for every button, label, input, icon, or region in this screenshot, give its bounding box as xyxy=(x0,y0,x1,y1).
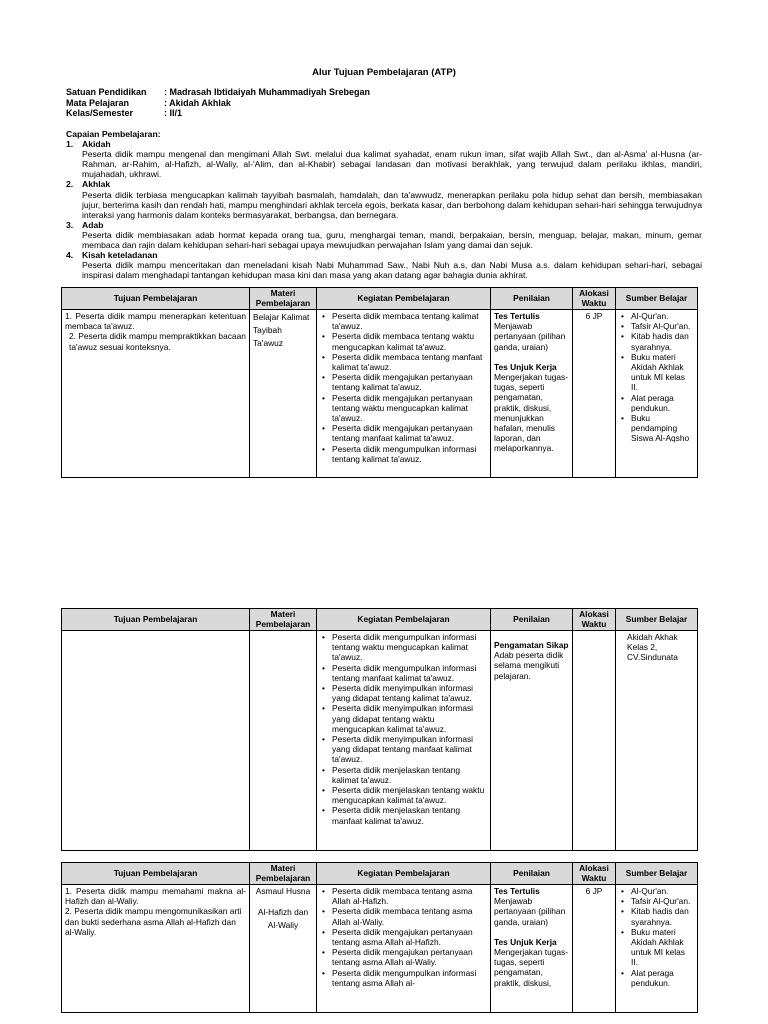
cell-alokasi: 6 JP xyxy=(573,310,616,478)
atp-table-1 xyxy=(61,287,698,478)
meta-value: : II/1 xyxy=(164,108,183,118)
kegiatan-item: • Peserta didik mengajukan pertanyaan tentang asma Allah al-Waliy. xyxy=(332,947,487,967)
cell-tujuan xyxy=(62,310,250,478)
table-row xyxy=(62,631,698,851)
header-kegiatan: Kegiatan Pembelajaran xyxy=(317,609,491,631)
kegiatan-item: • Peserta didik membaca tentang kalimat ta'awuz. xyxy=(332,311,487,331)
capaian-item-body: Peserta didik membiasakan adab hormat kepada orang tua, guru, menghargai teman, mandi, berpakaian, bersin, menguap, belajar, makan, minum, gemar membaca dan rajin dalam kehidupan sehari-hari sebagai upaya mewujudkan perwajahan Islam yang damai dan sejuk. xyxy=(82,229,702,251)
header-materi: Materi Pembelajaran xyxy=(250,863,317,885)
materi-text: Belajar Kalimat Tayibah Ta'awuz xyxy=(253,312,310,348)
kegiatan-item: • Peserta didik mengajukan pertanyaan tentang kalimat ta'awuz. xyxy=(332,372,487,392)
sumber-item: • Tafsir Al-Qur'an. xyxy=(631,321,694,331)
item-title: Akhlak xyxy=(82,179,111,190)
kegiatan-item: • Peserta didik mengumpulkan informasi tentang manfaat kalimat ta'awuz. xyxy=(332,663,487,683)
tujuan-item: 2. Peserta didik mampu mempraktikkan bacaan ta'awuz sesuai konteksnya. xyxy=(69,331,246,352)
kegiatan-item: • Peserta didik mengumpulkan informasi tentang kalimat ta'awuz. xyxy=(332,444,487,464)
kegiatan-item: • Peserta didik membaca tentang waktu mengucapkan kalimat ta'awuz. xyxy=(332,331,487,351)
assessment-title: Pengamatan Sikap xyxy=(494,640,569,650)
assessment-title: Tes Unjuk Kerja xyxy=(494,361,557,372)
capaian-item-title xyxy=(66,139,702,149)
meta-row xyxy=(66,87,370,98)
meta-value: : Madrasah Ibtidaiyah Muhammadiyah Srebegan xyxy=(164,87,371,97)
cell-alokasi xyxy=(573,631,616,851)
header-penilaian: Penilaian xyxy=(491,609,573,631)
kegiatan-item: • Peserta didik mengajukan pertanyaan tentang manfaat kalimat ta'awuz. xyxy=(332,423,487,443)
identity-block xyxy=(66,87,370,119)
kegiatan-item: • Peserta didik menjelaskan tentang manfaat kalimat ta'awuz. xyxy=(332,805,487,825)
sumber-item: • Buku materi Akidah Akhlak untuk MI kelas II. xyxy=(631,352,694,393)
cell-penilaian xyxy=(491,310,573,478)
table-row xyxy=(62,885,698,1013)
table-header-row xyxy=(62,288,698,310)
kegiatan-item: • Peserta didik mengumpulkan informasi tentang waktu mengucapkan kalimat ta'awuz. xyxy=(332,632,487,663)
meta-value: : Akidah Akhlak xyxy=(164,97,231,108)
header-penilaian: Penilaian xyxy=(491,863,573,885)
cell-kegiatan xyxy=(317,631,491,851)
capaian-item xyxy=(66,250,702,280)
header-alokasi: Alokasi Waktu xyxy=(573,863,616,885)
tujuan-item: 1. Peserta didik mampu memahami makna al-Hafizh dan al-Waliy. xyxy=(65,886,246,907)
sumber-item: • Buku pendamping Siswa Al-Aqsho xyxy=(631,413,694,444)
capaian-heading: Capaian Pembelajaran: xyxy=(66,129,161,139)
capaian-item-body: Peserta didik mampu menceritakan dan meneladani kisah Nabi Muhammad Saw., Nabi Nuh a.s, dan Nabi Musa a.s. dalam kehidupan sehari-hari, sebagai inspirasi dalam menghadapi tantangan kehidupan masa kini dan masa yang akan datang agar bahagia dunia akhirat. xyxy=(82,260,702,281)
item-number: 4. xyxy=(66,250,74,261)
capaian-item-body: Peserta didik terbiasa mengucapkan kalimah tayyibah basmalah, hamdalah, dan ta'awwudz, menerapkan perilaku pola hidup sehat dan bersih, membiasakan jujur, berterima kasih dan rendah hati, mampu menghindari akhlak tercela egois, berkata kasar, dan berbohong dalam kehidupan sehari-hari sehingga terwujudnya interaksi yang harmonis dalam konteks bermasyarakat, berbangsa, dan bernegara. xyxy=(82,189,702,220)
assessment-title: Tes Tertulis xyxy=(494,886,540,896)
cell-penilaian xyxy=(491,631,573,851)
header-materi: Materi Pembelajaran xyxy=(250,609,317,631)
item-number: 3. xyxy=(66,219,74,230)
assessment-body: Menjawab pertanyaan (pilihan ganda, uraian) xyxy=(494,321,566,352)
cell-alokasi: 6 JP xyxy=(573,885,616,1013)
header-sumber: Sumber Belajar xyxy=(616,288,698,310)
kegiatan-item: • Peserta didik membaca tentang asma Allah al-Hafizh. xyxy=(332,886,487,906)
kegiatan-item: • Peserta didik menjelaskan tentang kalimat ta'awuz. xyxy=(332,765,487,785)
header-sumber: Sumber Belajar xyxy=(616,609,698,631)
cell-tujuan xyxy=(62,885,250,1013)
sumber-item: • Al-Qur'an. xyxy=(631,311,694,321)
sumber-item: • Alat peraga pendukun. xyxy=(631,393,694,413)
header-kegiatan: Kegiatan Pembelajaran xyxy=(317,863,491,885)
meta-label: Satuan Pendidikan xyxy=(66,87,147,97)
header-tujuan: Tujuan Pembelajaran xyxy=(62,863,250,885)
sumber-item: • Alat peraga pendukun. xyxy=(631,968,694,988)
assessment-title: Tes Tertulis xyxy=(494,311,540,321)
document-title: Alur Tujuan Pembelajaran (ATP) xyxy=(312,67,456,78)
cell-kegiatan xyxy=(317,310,491,478)
assessment-body: Mengerjakan tugas-tugas, seperti pengamatan, praktik, diskusi, menunjukkan hafalan, menulis laporan, dan melaporkannya. xyxy=(494,372,569,454)
kegiatan-item: • Peserta didik membaca tentang manfaat kalimat ta'awuz. xyxy=(332,352,487,372)
header-penilaian: Penilaian xyxy=(491,288,573,310)
sumber-text: Akidah Akhak Kelas 2, CV.Sindunata xyxy=(627,632,678,663)
header-kegiatan: Kegiatan Pembelajaran xyxy=(317,288,491,310)
header-tujuan: Tujuan Pembelajaran xyxy=(62,609,250,631)
sumber-item: • Al-Qur'an. xyxy=(631,886,694,896)
assessment-body: Menjawab pertanyaan (pilihan ganda, uraian) xyxy=(494,896,566,927)
cell-materi xyxy=(250,310,317,478)
sumber-item: • Kitab hadis dan syarahnya. xyxy=(631,906,694,926)
capaian-item-title xyxy=(66,220,702,230)
sumber-item: • Tafsir Al-Qur'an. xyxy=(631,896,694,906)
capaian-item xyxy=(66,139,702,179)
header-alokasi: Alokasi Waktu xyxy=(573,609,616,631)
header-sumber: Sumber Belajar xyxy=(616,863,698,885)
tujuan-item: 1. Peserta didik mampu menerapkan ketentuan membaca ta'awuz. xyxy=(65,311,246,332)
atp-table-2 xyxy=(61,608,698,851)
item-title: Kisah keteladanan xyxy=(82,250,158,261)
header-alokasi: Alokasi Waktu xyxy=(573,288,616,310)
kegiatan-item: • Peserta didik mengumpulkan informasi tentang asma Allah al- xyxy=(332,968,487,988)
sumber-item: • Buku materi Akidah Akhlak untuk MI kelas II. xyxy=(631,927,694,968)
item-number: 1. xyxy=(66,139,74,150)
tujuan-item: 2. Peserta didik mampu mengomunikasikan arti dan bukti sederhana asma Allah al-Hafizh dan al-Waliy. xyxy=(65,906,242,937)
assessment-title: Tes Unjuk Kerja xyxy=(494,936,557,947)
kegiatan-item: • Peserta didik menyimpulkan informasi yang didapat tentang waktu mengucapkan kalimat ta'awuz. xyxy=(332,703,487,734)
item-title: Akidah xyxy=(82,139,111,150)
sumber-item: • Kitab hadis dan syarahnya. xyxy=(631,331,694,351)
cell-kegiatan xyxy=(317,885,491,1013)
cell-sumber xyxy=(616,310,698,478)
item-number: 2. xyxy=(66,179,74,190)
kegiatan-item: • Peserta didik menyimpulkan informasi yang didapat tentang manfaat kalimat ta'awuz. xyxy=(332,734,487,765)
capaian-item xyxy=(66,220,702,250)
kegiatan-item: • Peserta didik menjelaskan tentang waktu mengucapkan kalimat ta'awuz. xyxy=(332,785,487,805)
cell-materi xyxy=(250,885,317,1013)
materi-text: Al-Hafizh dan Al-Waliy xyxy=(257,907,309,931)
meta-label: Kelas/Semester xyxy=(66,108,134,118)
kegiatan-item: • Peserta didik mengajukan pertanyaan tentang waktu mengucapkan kalimat ta'awuz. xyxy=(332,393,487,424)
meta-row xyxy=(66,108,370,119)
item-title: Adab xyxy=(82,219,104,230)
materi-text: Asmaul Husna xyxy=(255,886,311,896)
meta-row xyxy=(66,98,370,109)
atp-table-3 xyxy=(61,862,698,1013)
capaian-pembelajaran xyxy=(66,129,702,280)
table-header-row xyxy=(62,863,698,885)
cell-sumber xyxy=(616,885,698,1013)
table-header-row xyxy=(62,609,698,631)
table-row xyxy=(62,310,698,478)
capaian-item-title xyxy=(66,179,702,189)
capaian-item-body: Peserta didik mampu mengenal dan mengimani Allah Swt. melalui dua kalimat syahadat, enam rukun iman, sifat wajib Allah Swt., dan al-Asma' al-Husna (ar-Rahman, ar-Rahim, al-Hafizh, al-Waliy, al-'Alim, dan al-Khabir) sebagai landasan dan motivasi berakhlak, yang terwujud dalam perilaku ikhlas, mandiri, mujahadah, ukhrawi. xyxy=(82,149,702,180)
kegiatan-item: • Peserta didik membaca tentang asma Allah al-Waliy. xyxy=(332,906,487,926)
header-tujuan: Tujuan Pembelajaran xyxy=(62,288,250,310)
capaian-item xyxy=(66,179,702,219)
cell-sumber xyxy=(616,631,698,851)
meta-label: Mata Pelajaran xyxy=(66,97,130,108)
header-materi: Materi Pembelajaran xyxy=(250,288,317,310)
kegiatan-item: • Peserta didik menyimpulkan informasi yang didapat tentang kalimat ta'awuz. xyxy=(332,683,487,703)
assessment-body: Adab peserta didik selama mengikuti pelajaran. xyxy=(494,650,564,681)
assessment-body: Mengerjakan tugas-tugas, seperti pengamatan, praktik, diskusi, xyxy=(494,947,569,988)
capaian-item-title xyxy=(66,250,702,260)
cell-materi xyxy=(250,631,317,851)
kegiatan-item: • Peserta didik mengajukan pertanyaan tentang asma Allah al-Hafizh. xyxy=(332,927,487,947)
cell-tujuan xyxy=(62,631,250,851)
cell-penilaian xyxy=(491,885,573,1013)
